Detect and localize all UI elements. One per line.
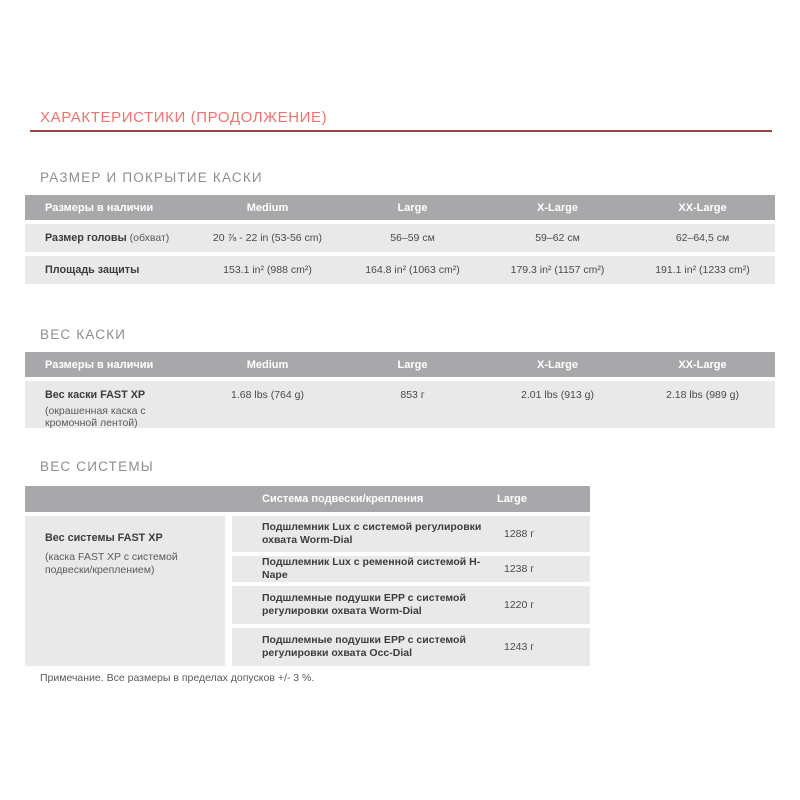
system-row-value: 1220 г [504, 599, 535, 611]
system-weight-rows [232, 516, 590, 666]
helmet-weight-xxlarge: 2.18 lbs (989 g) [666, 389, 739, 401]
head-size-xxlarge: 62–64,5 см [675, 232, 730, 244]
weight-table-header-medium: Medium [246, 358, 289, 371]
system-row-value: 1238 г [504, 563, 535, 575]
helmet-weight-label-bold: Вес каски FAST XP [45, 389, 146, 401]
helmet-weight-label-note: (окрашенная каска с кромочной лентой) [45, 405, 146, 429]
coverage-medium: 153.1 in² (988 cm²) [223, 264, 312, 276]
table-row [232, 556, 590, 582]
size-table-header-row [25, 195, 775, 220]
system-row-name: Подшлемные подушки EPP с системой регулировки охвата Worm-Dial [262, 592, 466, 617]
size-table-header-xxlarge: XX-Large [678, 201, 727, 214]
size-table-header-label: Размеры в наличии [45, 201, 154, 214]
title-divider [30, 130, 772, 132]
table-row [232, 628, 590, 666]
head-size-xlarge: 59–62 см [535, 232, 580, 244]
system-row-value: 1288 г [504, 528, 535, 540]
coverage-large: 164.8 in² (1063 cm²) [365, 264, 460, 276]
coverage-xxlarge: 191.1 in² (1233 cm²) [655, 264, 750, 276]
table-row [25, 224, 775, 252]
coverage-label-bold: Площадь защиты [45, 264, 140, 276]
system-table-header-large: Large [497, 493, 527, 505]
weight-table-header-xlarge: X-Large [537, 358, 578, 371]
size-table-header-large: Large [397, 201, 428, 214]
coverage-label [25, 264, 195, 276]
helmet-weight-medium: 1.68 lbs (764 g) [231, 389, 304, 401]
system-table-header-row [25, 486, 590, 512]
table-row [25, 256, 775, 284]
weight-table-header-row [25, 352, 775, 377]
size-table-header-medium: Medium [246, 201, 289, 214]
system-row-name: Подшлемные подушки EPP с системой регулировки охвата Occ-Dial [262, 634, 466, 659]
section-title-system-weight: ВЕС СИСТЕМЫ [40, 459, 154, 474]
head-size-label [25, 232, 195, 244]
system-weight-table [25, 486, 590, 666]
weight-table-header-xxlarge: XX-Large [678, 358, 727, 371]
head-size-label-note: (обхват) [126, 232, 170, 244]
weight-table-header-label: Размеры в наличии [45, 358, 154, 371]
section-title-helmet-weight: ВЕС КАСКИ [40, 327, 127, 342]
head-size-medium: 20 ⅞ - 22 in (53-56 cm) [212, 232, 323, 244]
helmet-weight-xlarge: 2.01 lbs (913 g) [521, 389, 594, 401]
head-size-large: 56–59 см [390, 232, 435, 244]
helmet-weight-large: 853 г [400, 389, 425, 401]
table-row [232, 586, 590, 624]
section-title-size-coverage: РАЗМЕР И ПОКРЫТИЕ КАСКИ [40, 170, 263, 185]
tolerance-note: Примечание. Все размеры в пределах допусков +/- 3 %. [40, 672, 315, 684]
coverage-xlarge: 179.3 in² (1157 cm²) [510, 264, 605, 276]
system-weight-label-cell [25, 516, 225, 666]
helmet-weight-table [25, 352, 775, 428]
weight-table-header-large: Large [397, 358, 428, 371]
system-weight-label-bold: Вес системы FAST XP [45, 532, 163, 544]
system-weight-label-note: (каска FAST XP с системой подвески/креплением) [45, 551, 178, 576]
system-table-header-system: Система подвески/крепления [262, 493, 424, 505]
size-table-header-xlarge: X-Large [537, 201, 578, 214]
table-row [232, 516, 590, 552]
helmet-weight-label [25, 381, 195, 429]
system-row-value: 1243 г [504, 641, 535, 653]
system-row-name: Подшлемник Lux с ременной системой H-Nape [262, 556, 481, 581]
size-coverage-table [25, 195, 775, 284]
system-row-name: Подшлемник Lux с системой регулировки охвата Worm-Dial [262, 521, 482, 546]
table-row [25, 381, 775, 428]
system-table-body [25, 516, 590, 666]
head-size-label-bold: Размер головы [45, 232, 127, 244]
page-title: ХАРАКТЕРИСТИКИ (ПРОДОЛЖЕНИЕ) [40, 109, 328, 126]
